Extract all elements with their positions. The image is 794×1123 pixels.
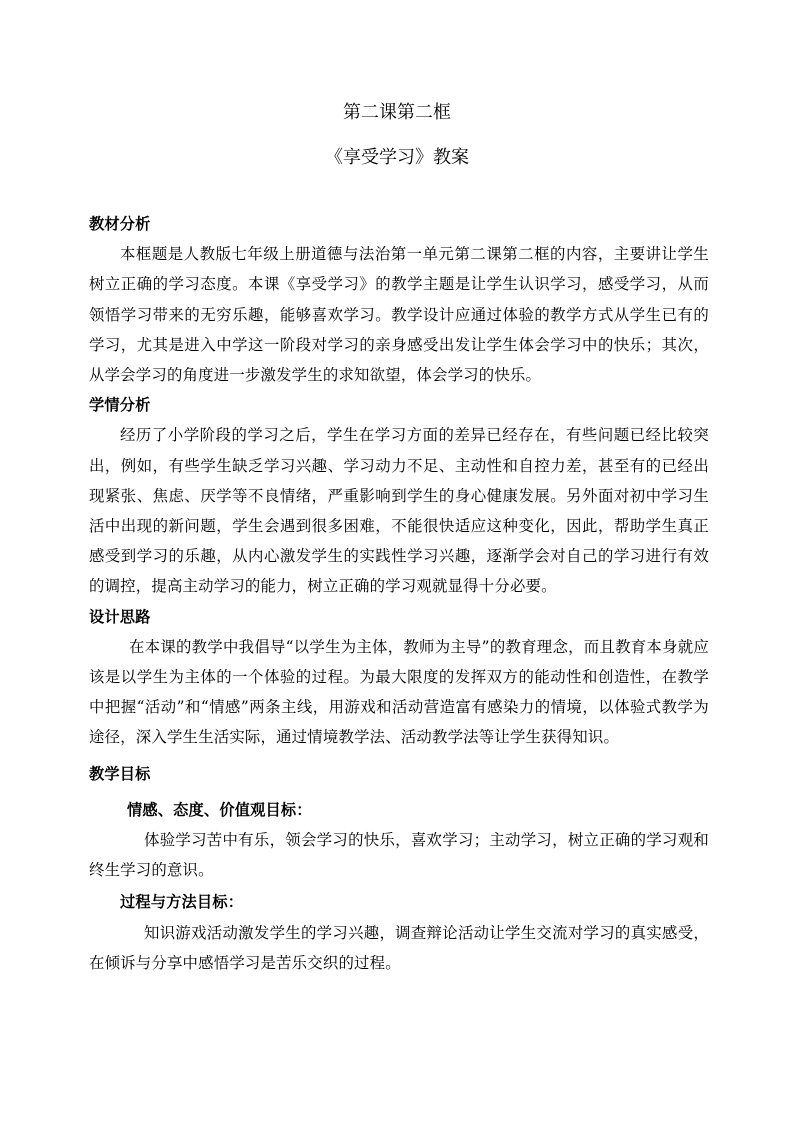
- document-body: [89, 209, 709, 978]
- goal-text-emotion: 体验学习苦中有乐，领会学习的快乐，喜欢学习；主动学习，树立正确的学习观和终生学习的意识。: [89, 831, 709, 880]
- lesson-title: 第二课第二框: [343, 102, 451, 123]
- section-heading-design: 设计思路: [89, 607, 151, 626]
- goal-text-process: 知识游戏活动激发学生的学习兴趣，调查辩论活动让学生交流对学习的真实感受，在倾诉与分享中感悟学习是苦乐交织的过程。: [89, 923, 709, 972]
- section-text-design: 在本课的教学中我倡导“以学生为主体，教师为主导”的教育理念，而且教育本身就应该是以学生为主体的一个体验的过程。为最大限度的发挥双方的能动性和创造性，在教学中把握“活动”和“情感”两条主线，用游戏和活动营造富有感染力的情境，以体验式教学为途径，深入学生生活实际，通过情境教学法、活动教学法等让学生获得知识。: [89, 637, 709, 747]
- lesson-subtitle: 《享受学习》教案: [325, 147, 469, 168]
- section-heading-students: 学情分析: [89, 396, 151, 415]
- section-text-materials: 本框题是人教版七年级上册道德与法治第一单元第二课第二框的内容，主要讲让学生树立正确的学习态度。本课《享受学习》的教学主题是让学生认识学习，感受学习，从而领悟学习带来的无穷乐趣，能够喜欢学习。教学设计应通过体验的教学方式从学生已有的学习，尤其是进入中学这一阶段对学习的亲身感受出发让学生体会学习中的快乐；其次，从学会学习的角度进一步激发学生的求知欲望，体会学习的快乐。: [89, 245, 709, 385]
- goal-heading-process: 过程与方法目标：: [120, 893, 244, 912]
- section-heading-materials: 教材分析: [89, 215, 151, 233]
- section-text-students: 经历了小学阶段的学习之后，学生在学习方面的差异已经存在，有些问题已经比较突出，例如，有些学生缺乏学习兴趣、学习动力不足、主动性和自控力差，甚至有的已经出现紧张、焦虑、厌学等不良情绪，严重影响到学生的身心健康发展。另外面对初中学习生活中出现的新问题，学生会遇到很多困难，不能很快适应这种变化，因此，帮助学生真正感受到学习的乐趣，从内心激发学生的实践性学习兴趣，逐渐学会对自己的学习进行有效的调控，提高主动学习的能力，树立正确的学习观就显得十分必要。: [89, 426, 709, 596]
- section-heading-goals: 教学目标: [89, 764, 151, 783]
- goal-heading-emotion: 情感、态度、价值观目标：: [127, 800, 312, 819]
